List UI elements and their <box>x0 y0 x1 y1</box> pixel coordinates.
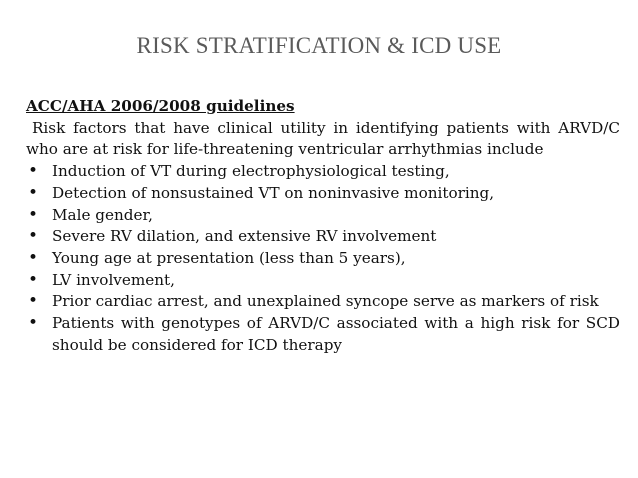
guidelines-heading: ACC/AHA 2006/2008 guidelines <box>26 97 295 115</box>
list-item <box>26 161 620 183</box>
bullet-icon: • <box>28 161 39 182</box>
list-item-text: Prior cardiac arrest, and unexplained syncope serve as markers of risk <box>52 292 599 311</box>
bullet-icon: • <box>28 226 39 247</box>
list-item-text: Detection of nonsustained VT on noninvasive monitoring, <box>52 183 495 202</box>
list-item-text: LV involvement, <box>52 270 175 289</box>
list-item-text: Induction of VT during electrophysiological testing, <box>52 162 450 181</box>
intro-paragraph: Risk factors that have clinical utility in identifying patients with ARVD/C who are at risk for life-threatening ventricular arrhythmias include <box>26 118 620 159</box>
list-item <box>26 270 620 292</box>
list-item <box>26 248 620 270</box>
list-item <box>26 291 620 313</box>
bullet-icon: • <box>28 313 39 334</box>
slide-content <box>26 96 620 356</box>
bullet-icon: • <box>28 204 39 225</box>
list-item <box>26 226 620 248</box>
list-item-text: Patients with genotypes of ARVD/C associated with a high risk for SCD should be considered for ICD therapy <box>52 314 620 354</box>
list-item <box>26 313 620 356</box>
bullet-icon: • <box>28 247 39 268</box>
list-item <box>26 183 620 205</box>
list-item <box>26 205 620 227</box>
list-item-text: Severe RV dilation, and extensive RV involvement <box>52 227 437 246</box>
slide-title: RISK STRATIFICATION & ICD USE <box>136 33 502 58</box>
bullet-icon: • <box>28 291 39 312</box>
ghost-text-decoration <box>100 66 109 94</box>
bullet-icon: • <box>28 269 39 290</box>
risk-factor-list <box>26 161 620 356</box>
list-item-text: Young age at presentation (less than 5 years), <box>52 248 406 267</box>
bullet-icon: • <box>28 182 39 203</box>
list-item-text: Male gender, <box>52 205 153 224</box>
